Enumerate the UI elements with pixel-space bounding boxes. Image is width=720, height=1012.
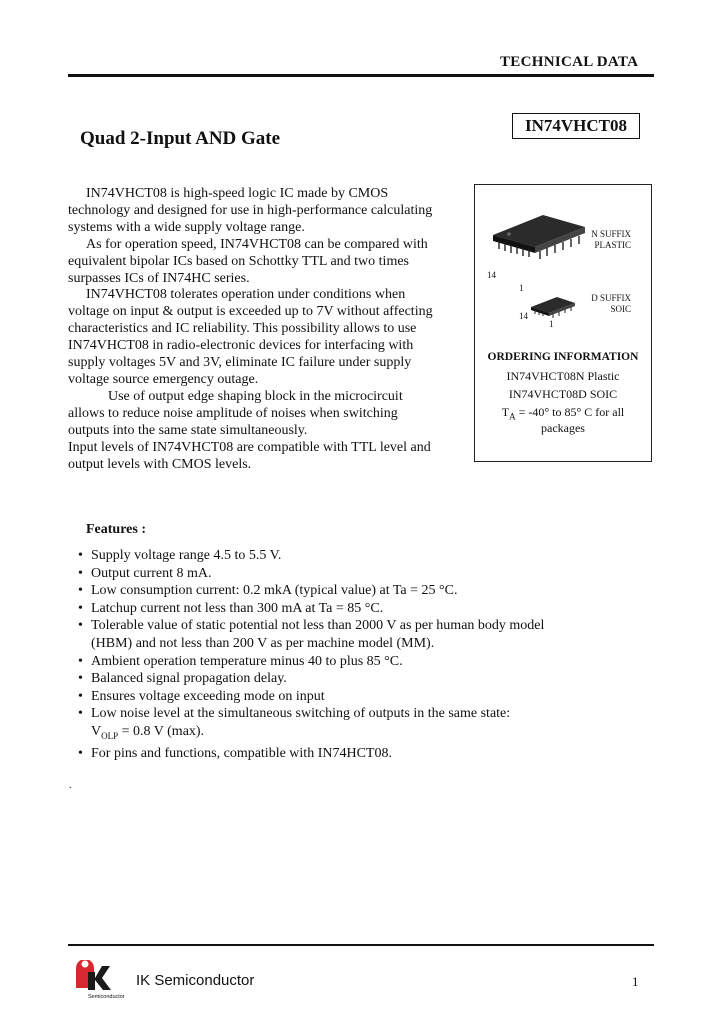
description-paragraph: Use of output edge shaping block in the microcircuit allows to reduce noise amplitude of noises when switching outputs into the same state simultaneously.: [68, 388, 403, 438]
features-heading: Features :: [86, 522, 146, 537]
footer-company-name: IK Semiconductor: [136, 972, 255, 989]
feature-item: • Low noise level at the simultaneous switching of outputs in the same state: $V_{OLP} = 0.8$ V (max).: [78, 705, 598, 745]
ik-logo-icon: [74, 960, 130, 1000]
feature-item: • Output current 8 mA.: [78, 565, 598, 583]
svg-text:Semiconductor: Semiconductor: [88, 994, 125, 1000]
description-paragraph: Input levels of IN74VHCT08 are compatible with TTL level and output levels with CMOS levels.: [68, 439, 431, 472]
d-suffix-label: D SUFFIX SOIC: [591, 293, 631, 314]
feature-item: • Latchup current not less than 300 mA at Ta = 85 °C.: [78, 600, 598, 618]
pin-label: 14: [519, 311, 528, 321]
header-rule: [68, 74, 654, 77]
part-number-box: IN74VHCT08: [512, 113, 640, 139]
stray-mark: .: [69, 780, 72, 791]
description-paragraph: As for operation speed, IN74VHCT08 can be compared with equivalent bipolar ICs based on Schottky TTL and two times surpasses ICs of IN74HC series.: [68, 236, 428, 286]
ordering-information-box: [474, 184, 652, 462]
pin-label: 14: [487, 270, 496, 280]
description-paragraph: IN74VHCT08 tolerates operation under conditions when voltage on input & output is exceeded up to 7V without affecting characteristics and IC reliability. This possibility allows to use IN74VHCT08 in radio-electronic devices for interfacing with supply voltages 5V and 3V, eliminate IC failure under supply voltage source emergency outage.: [68, 287, 433, 387]
ordering-heading: ORDERING INFORMATION: [487, 351, 639, 363]
footer-rule: [68, 944, 654, 946]
header-title: TECHNICAL DATA: [500, 54, 639, 70]
page-title: Quad 2-Input AND Gate: [80, 128, 281, 149]
description-paragraph: IN74VHCT08 is high-speed logic IC made by CMOS technology and designed for use in high-performance calculating systems with a wide supply voltage range.: [68, 186, 433, 235]
feature-item: • Ensures voltage exceeding mode on input: [78, 688, 598, 706]
feature-item: • Supply voltage range 4.5 to 5.5 V.: [78, 547, 598, 565]
pin-label: 1: [549, 319, 554, 329]
ordering-line: IN74VHCT08N Plastic: [506, 369, 620, 383]
feature-item: • Low consumption current: 0.2 mkA (typical value) at Ta = 25 °C.: [78, 582, 598, 600]
features-list: [78, 547, 598, 763]
description: [68, 186, 436, 473]
feature-item: • Ambient operation temperature minus 40 to plus 85 °C.: [78, 653, 598, 671]
pin-label: 1: [519, 283, 524, 293]
volp-line: $V_{OLP} = 0.8$ V (max).: [91, 723, 205, 741]
soic-package-icon: [527, 293, 579, 321]
n-suffix-label: N SUFFIX PLASTIC: [591, 229, 631, 250]
ordering-line: IN74VHCT08D SOIC: [508, 387, 618, 401]
feature-item: • Balanced signal propagation delay.: [78, 670, 598, 688]
feature-item: • For pins and functions, compatible with IN74HCT08.: [78, 745, 598, 763]
page-number: 1: [632, 974, 639, 989]
ordering-temperature: $T_A = -40^\circ$ to 85° C for all: [501, 405, 625, 422]
feature-item: • Tolerable value of static potential not less than 2000 V as per human body model (HBM) and not less than 200 V as per machine model (MM).: [78, 617, 598, 652]
ordering-temperature-cont: packages: [541, 421, 585, 435]
